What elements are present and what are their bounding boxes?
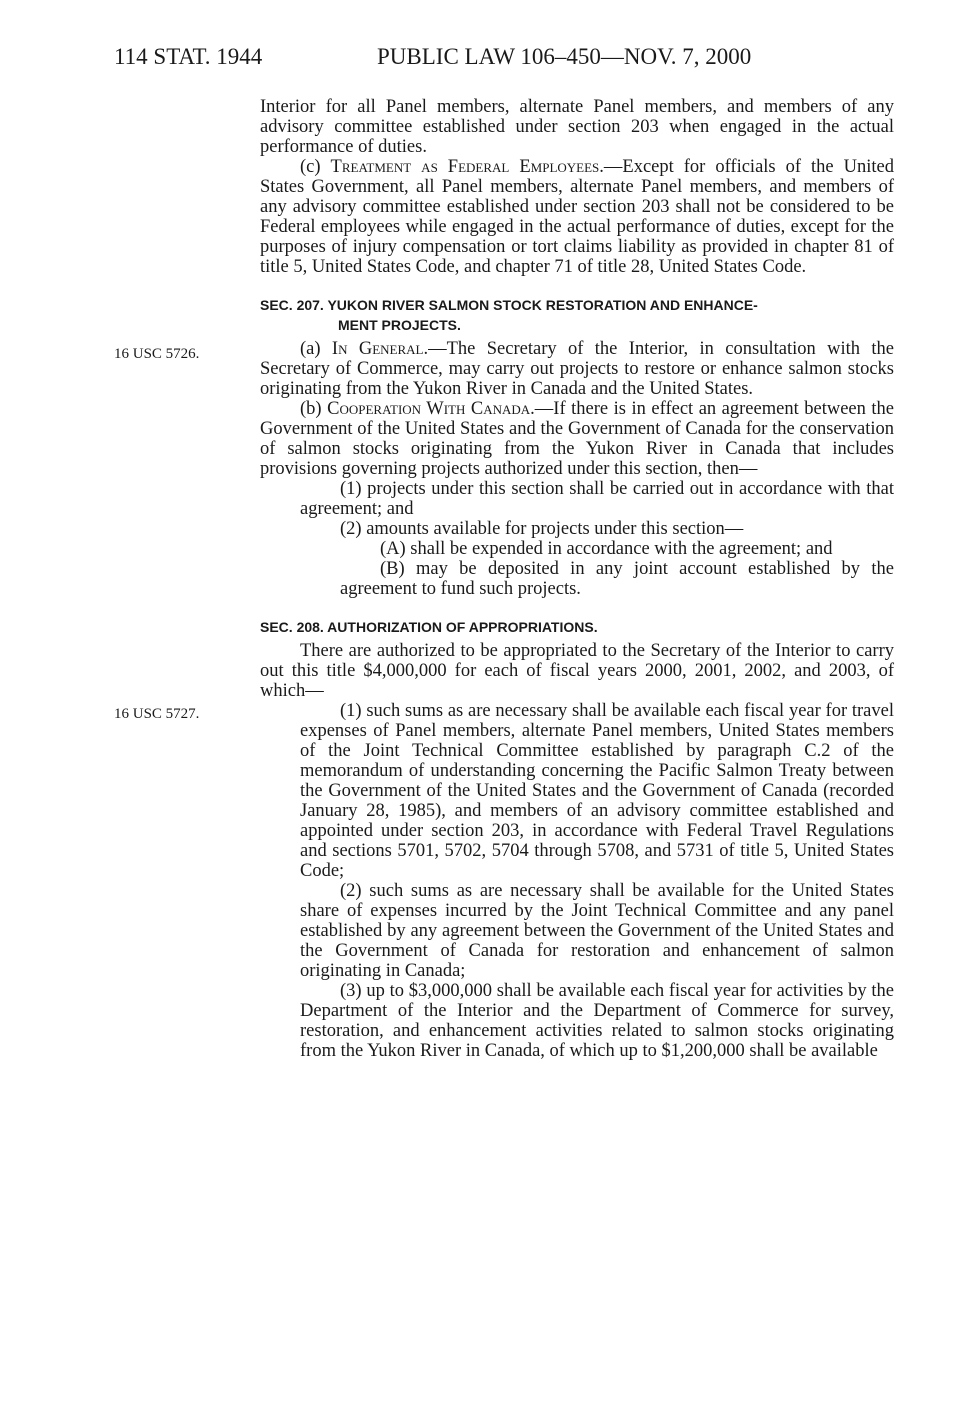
subsection-a-label: (a) xyxy=(300,339,332,359)
paragraph-208-3: (3) up to $3,000,000 shall be available each fiscal year for activities by the Department of the Interior and the Department of Commerce for survey, restoration, and enhancement activities related to salmon stocks originating from the Yukon River in Canada, of which up to $1,200,000 shall be available xyxy=(300,981,894,1061)
subsection-c xyxy=(260,157,894,277)
subsection-a-text: .—The Secretary of the Interior, in consultation with the Secretary of Commerce, may carry out projects to restore or enhance salmon stocks originating from the Yukon River in Canada and the United States. xyxy=(260,339,894,399)
paragraph-208-1: (1) such sums as are necessary shall be available each fiscal year for travel expenses of Panel members, alternate Panel members, United States members of the Joint Technical Committee established by paragraph C.2 of the memorandum of understanding concerning the Pacific Salmon Treaty between the Government of the United States and the Government of Canada (recorded January 28, 1985), and members of an advisory committee established and appointed under section 203, in accordance with Federal Travel Regulations and sections 5701, 5702, 5704 through 5708, and 5731 of title 5, United States Code; xyxy=(300,701,894,881)
subsection-a-heading: In General xyxy=(331,339,424,359)
paragraph-b1: (1) projects under this section shall be carried out in accordance with that agreement; and xyxy=(300,479,894,519)
section-207-heading-line2: MENT PROJECTS. xyxy=(338,317,461,333)
section-208-intro: There are authorized to be appropriated to the Secretary of the Interior to carry out this title $4,000,000 for each of fiscal years 2000, 2001, 2002, and 2003, of which— xyxy=(260,641,894,701)
margin-note-sec208: 16 USC 5727. xyxy=(114,706,200,722)
paragraph-continuation: Interior for all Panel members, alternate Panel members, and members of any advisory committee established under section 203 when engaged in the actual performance of duties. xyxy=(260,97,894,157)
subsection-b-text: .—If there is in effect an agreement between the Government of the United States and the Government of Canada for the conservation of salmon stocks originating from the Yukon River in Canada that includes provisions governing projects authorized under this section, then— xyxy=(260,399,894,479)
subparagraph-b2a: (A) shall be expended in accordance with the agreement; and xyxy=(380,539,833,559)
statute-page-number: 114 STAT. 1944 xyxy=(114,44,263,69)
section-207-heading xyxy=(260,295,894,335)
subparagraph-b2b: (B) may be deposited in any joint account established by the agreement to fund such projects. xyxy=(340,559,894,599)
public-law-citation: PUBLIC LAW 106–450—NOV. 7, 2000 xyxy=(377,44,752,69)
body-text xyxy=(260,97,894,1061)
section-208-heading: SEC. 208. AUTHORIZATION OF APPROPRIATIONS. xyxy=(260,619,598,635)
paragraph-b2: (2) amounts available for projects under this section— xyxy=(340,519,744,539)
subsection-a xyxy=(260,339,894,399)
paragraph-208-2: (2) such sums as are necessary shall be available for the United States share of expenses incurred by the Joint Technical Committee and any panel established by any agreement between the Government of the United States and the Government of Canada for restoration and enhancement of salmon originating in Canada; xyxy=(300,881,894,981)
subsection-c-label: (c) xyxy=(300,157,331,177)
section-207-heading-line1: SEC. 207. YUKON RIVER SALMON STOCK RESTORATION AND ENHANCE- xyxy=(260,297,758,313)
subsection-b-label: (b) xyxy=(300,399,328,419)
running-header xyxy=(0,44,957,74)
margin-note-sec207: 16 USC 5726. xyxy=(114,346,200,362)
subsection-b-heading: Cooperation With Canada xyxy=(327,399,531,419)
subsection-c-heading: Treatment as Federal Employees xyxy=(330,157,600,177)
subsection-b xyxy=(260,399,894,479)
subsection-c-text: .—Except for officials of the United States Government, all Panel members, alternate Panel members, and members of any advisory committee established under section 203 shall not be considered to be Federal employees while engaged in the actual performance of duties, except for the purposes of injury compensation or tort claims liability as provided in chapter 81 of title 5, United States Code, and chapter 71 of title 28, United States Code. xyxy=(260,157,894,277)
